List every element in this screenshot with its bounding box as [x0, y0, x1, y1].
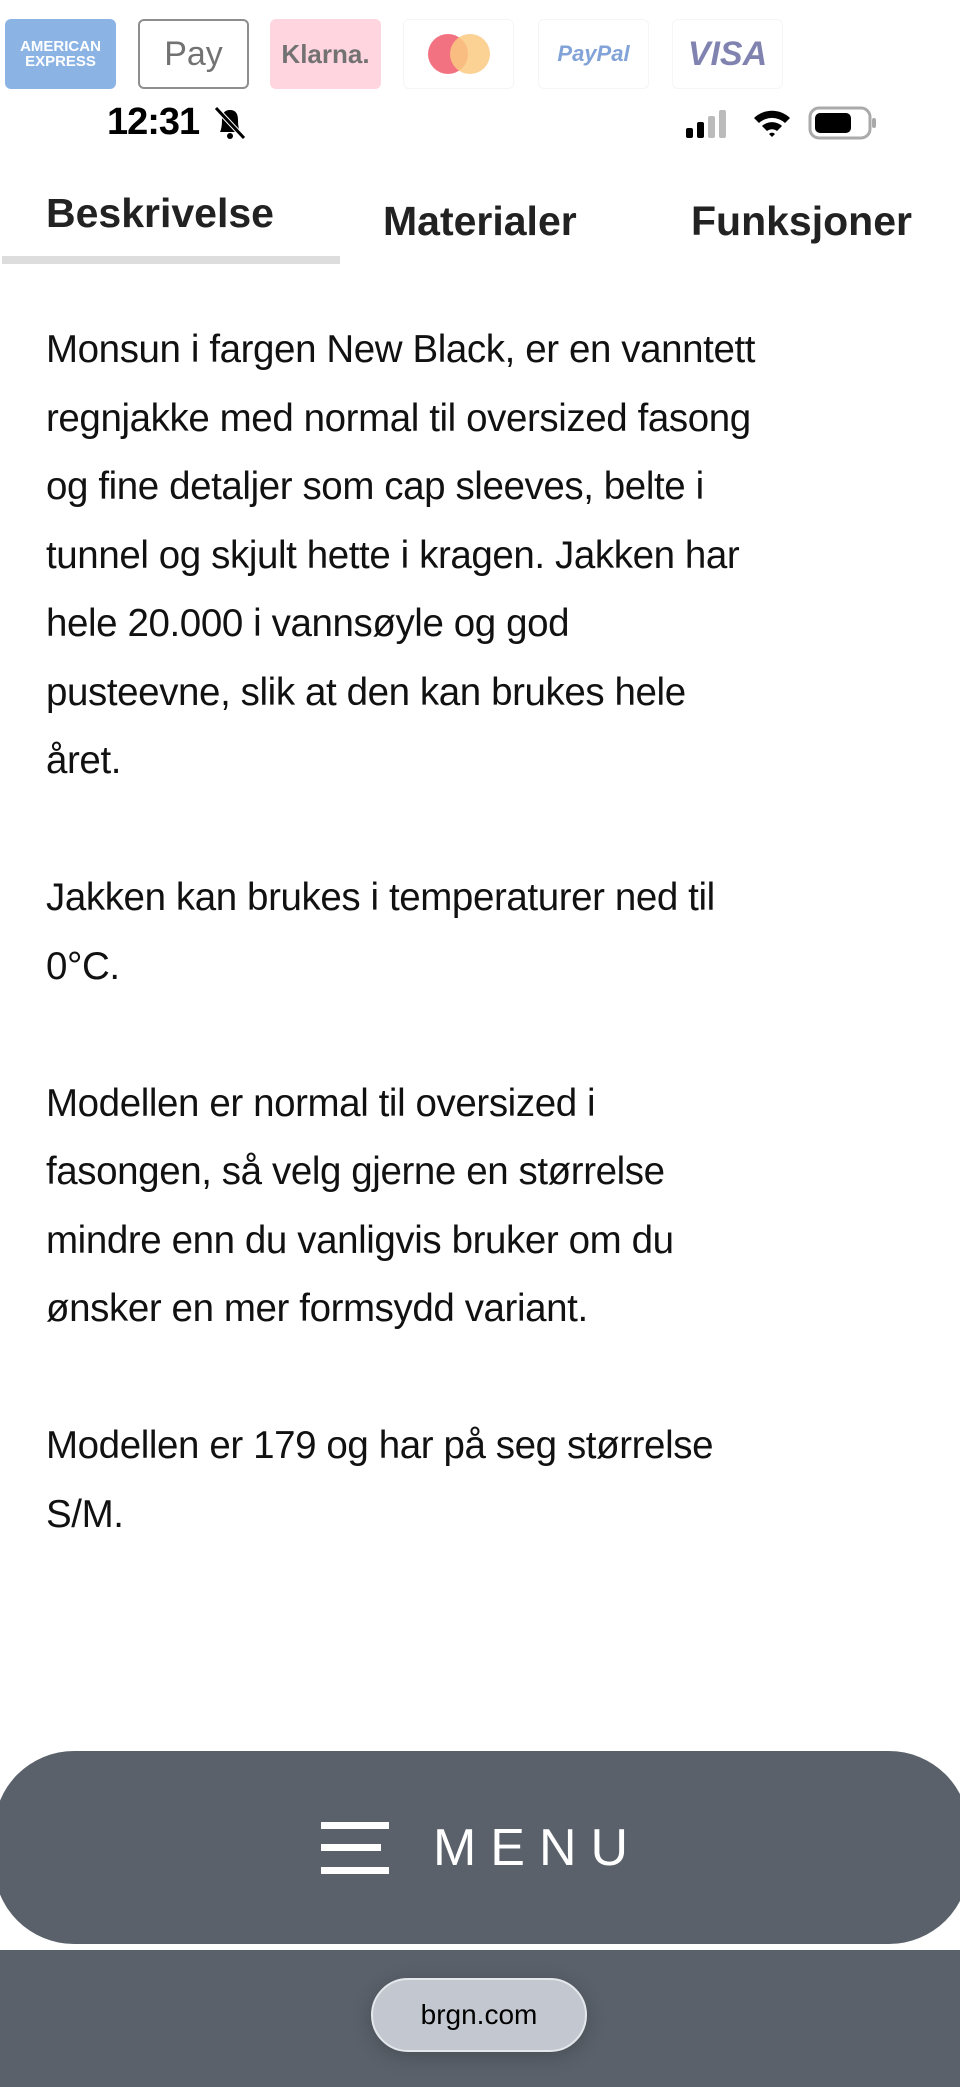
menu-label: MENU: [432, 1818, 643, 1877]
text-line: pusteevne, slik at den kan brukes hele: [46, 670, 686, 714]
mastercard-logo: [403, 19, 514, 89]
paypal-logo: PayPal: [538, 19, 649, 89]
text-line: hele 20.000 i vannsøyle og god: [46, 602, 570, 645]
cellular-signal-icon: [686, 108, 736, 140]
text-line: året.: [46, 739, 122, 782]
apple-pay-logo: [138, 19, 249, 89]
active-tab-indicator: [2, 256, 340, 264]
text-line: mindre enn du vanligvis bruker om du: [46, 1218, 674, 1262]
wifi-icon: [752, 106, 792, 138]
menu-button[interactable]: [0, 1751, 960, 1944]
tab-funksjoner[interactable]: Funksjoner: [691, 198, 912, 244]
text-line: Jakken kan brukes i temperaturer ned til: [46, 876, 715, 919]
status-time: 12:31: [107, 101, 200, 143]
tab-materialer[interactable]: Materialer: [383, 198, 577, 244]
tab-beskrivelse[interactable]: Beskrivelse: [46, 190, 274, 236]
text-line: Modellen er 179 og har på seg størrelse: [46, 1424, 714, 1467]
text-line: fasongen, så velg gjerne en størrelse: [46, 1150, 665, 1193]
amex-logo: AMERICAN EXPRESS: [5, 19, 116, 89]
text-line: tunnel og skjult hette i kragen. Jakken har: [46, 533, 740, 577]
silent-bell-icon: [212, 104, 248, 142]
browser-bottom-bar: [0, 1950, 960, 2087]
text-line: og fine detaljer som cap sleeves, belte i: [46, 465, 704, 508]
klarna-logo: Klarna.: [270, 19, 381, 89]
text-line: Modellen er normal til oversized i: [46, 1081, 596, 1125]
text-line: regnjakke med normal til oversized fasong: [46, 396, 751, 440]
text-line: ønsker en mer formsydd variant.: [46, 1287, 588, 1330]
visa-logo: VISA: [672, 19, 783, 89]
description-text: [46, 316, 946, 1549]
battery-icon: [808, 106, 878, 140]
url-bar[interactable]: brgn.com: [371, 1978, 587, 2052]
apple-pay-text: Pay: [164, 34, 223, 73]
text-line: Monsun i fargen New Black, er en vanntett: [46, 328, 756, 371]
mastercard-icon: [424, 32, 494, 76]
product-tabs: [0, 190, 960, 265]
text-line: S/M.: [46, 1492, 124, 1536]
text-line: 0°C.: [46, 944, 120, 988]
hamburger-icon: [321, 1822, 389, 1874]
